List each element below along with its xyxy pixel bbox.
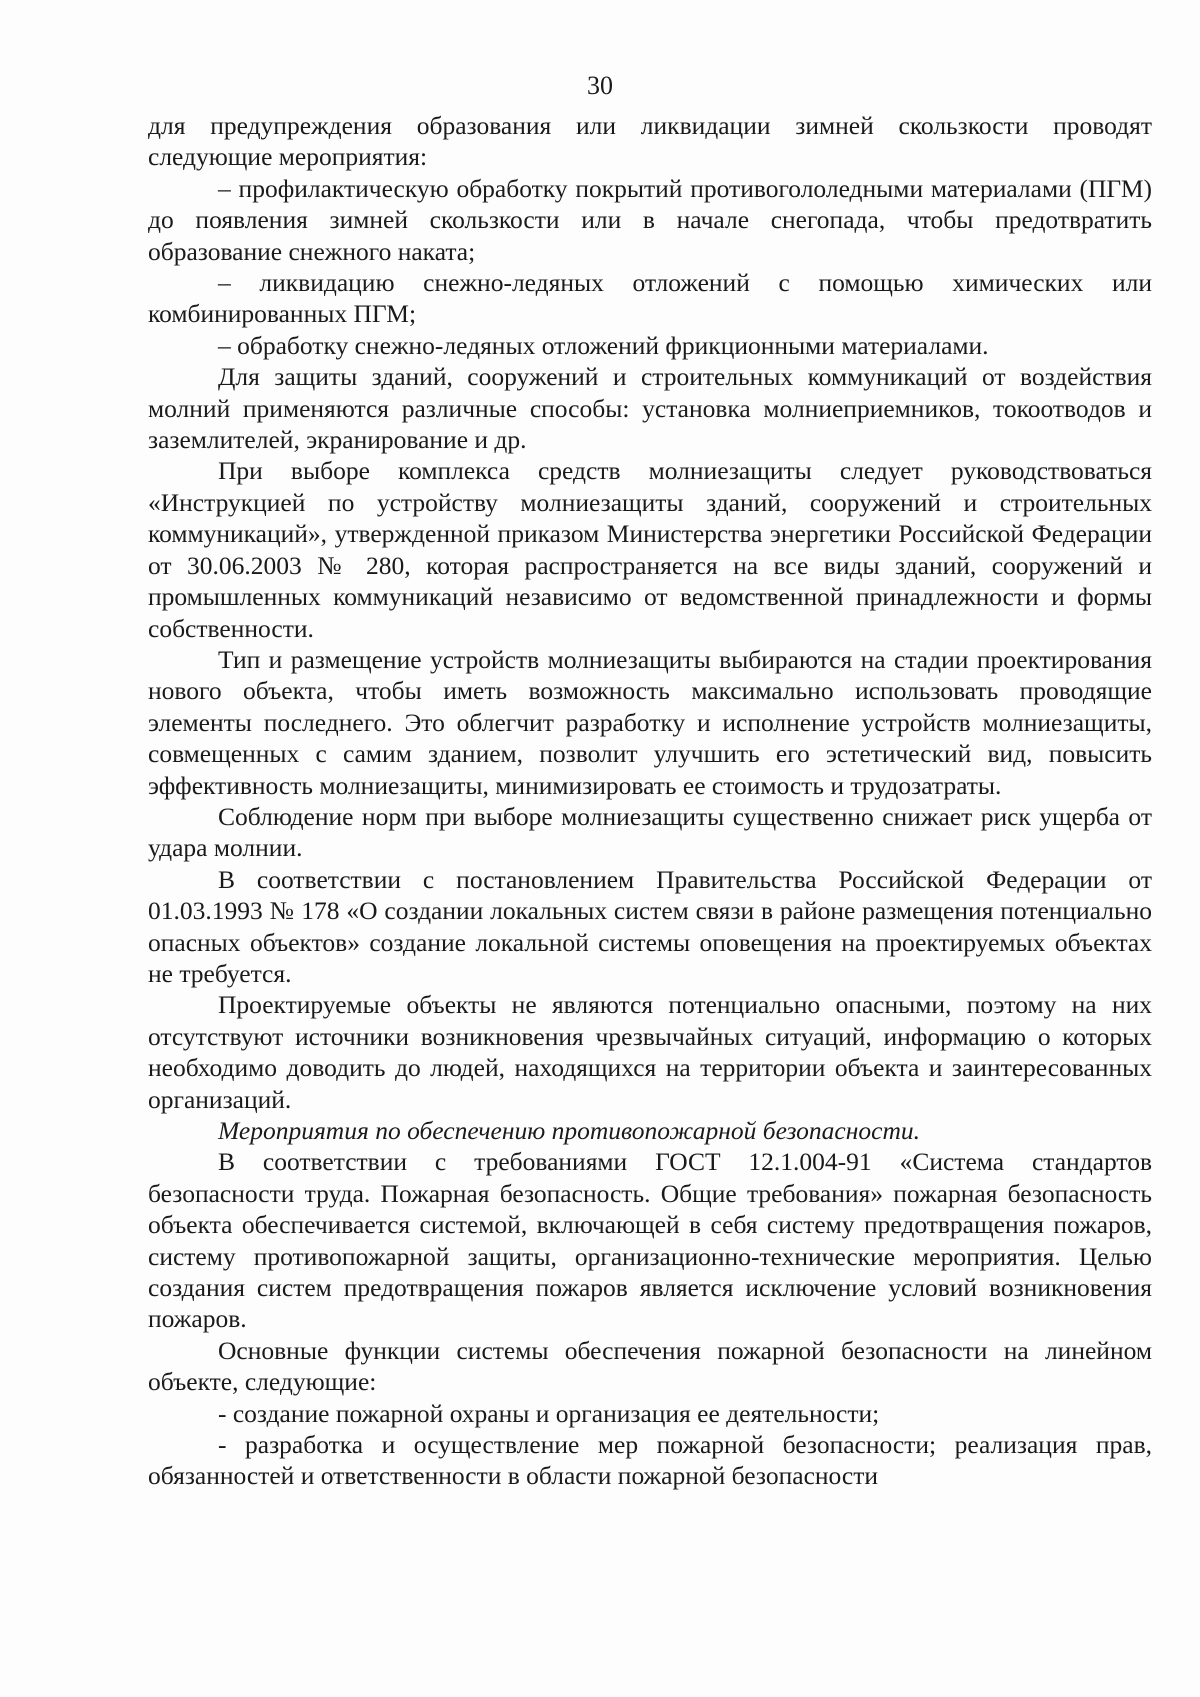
body-text (148, 110, 1152, 1492)
paragraph-fire-safety-functions: Основные функции системы обеспечения пожарной безопасности на линейном объекте, следующие: (148, 1335, 1152, 1397)
list-item-fire-brigade: - создание пожарной охраны и организация ее деятельности; (218, 1398, 880, 1428)
paragraph-winter-slipperiness-intro: для предупреждения образования или ликвидации зимней скользкости проводят следующие мероприятия: (148, 111, 1152, 172)
list-item-ice-removal: – ликвидацию снежно-ледяных отложений с помощью химических или комбинированных ПГМ; (148, 268, 1152, 329)
paragraph-lightning-norms: Соблюдение норм при выборе молниезащиты существенно снижает риск ущерба от удара молнии. (148, 801, 1152, 863)
paragraph-gost-fire-safety: В соответствии с требованиями ГОСТ 12.1.004-91 «Система стандартов безопасности труда. Пожарная безопасность. Общие требования» пожарная безопасность объекта обеспечивается системой, включающей в себя систему предотвращения пожаров, систему противопожарной защиты, организационно-технические мероприятия. Целью создания систем предотвращения пожаров является исключение условий возникновения пожаров. (148, 1147, 1152, 1334)
paragraph-local-warning-system: В соответствии с постановлением Правительства Российской Федерации от 01.03.1993 № 178 «О создании локальных систем связи в районе размещения потенциально опасных объектов» создание локальной системы оповещения на проектируемых объектах не требуется. (148, 864, 1152, 988)
paragraph-not-hazardous-objects: Проектируемые объекты не являются потенциально опасными, поэтому на них отсутствуют источники возникновения чрезвычайных ситуаций, информацию о которых необходимо доводить до людей, находящихся на территории объекта и заинтересованных организаций. (148, 990, 1152, 1114)
paragraph-lightning-design-stage: Тип и размещение устройств молниезащиты выбираются на стадии проектирования нового объекта, чтобы иметь возможность максимально использовать проводящие элементы последнего. Это облегчит разработку и исполнение устройств молниезащиты, совмещенных с самим зданием, позволит улучшить его эстетический вид, повысить эффективность молниезащиты, минимизировать ее стоимость и трудозатраты. (148, 644, 1152, 800)
paragraph-lightning-instruction: При выборе комплекса средств молниезащиты следует руководствоваться «Инструкцией по устройству молниезащиты зданий, сооружений и строительных коммуникаций», утвержденной приказом Министерства энергетики Российской Федерации от 30.06.2003 № 280, которая распространяется на все виды зданий, сооружений и промышленных коммуникаций независимо от ведомственной принадлежности и формы собственности. (148, 456, 1152, 643)
page-number: 30 (587, 71, 613, 100)
section-heading-fire-safety: Мероприятия по обеспечению противопожарной безопасности. (218, 1116, 920, 1145)
list-item-friction-treatment: – обработку снежно-ледяных отложений фрикционными материалами. (218, 330, 989, 360)
list-item-fire-safety-measures: - разработка и осуществление мер пожарной безопасности; реализация прав, обязанностей и ответственности в области пожарной безопасности (148, 1430, 1152, 1491)
paragraph-lightning-protection-methods: Для защиты зданий, сооружений и строительных коммуникаций от воздействия молний применяются различные способы: установка молниеприемников, токоотводов и заземлителей, экранирование и др. (148, 362, 1152, 455)
list-item-preventive-treatment: – профилактическую обработку покрытий противогололедными материалами (ПГМ) до появления зимней скользкости или в начале снегопада, чтобы предотвратить образование снежного наката; (148, 173, 1152, 266)
